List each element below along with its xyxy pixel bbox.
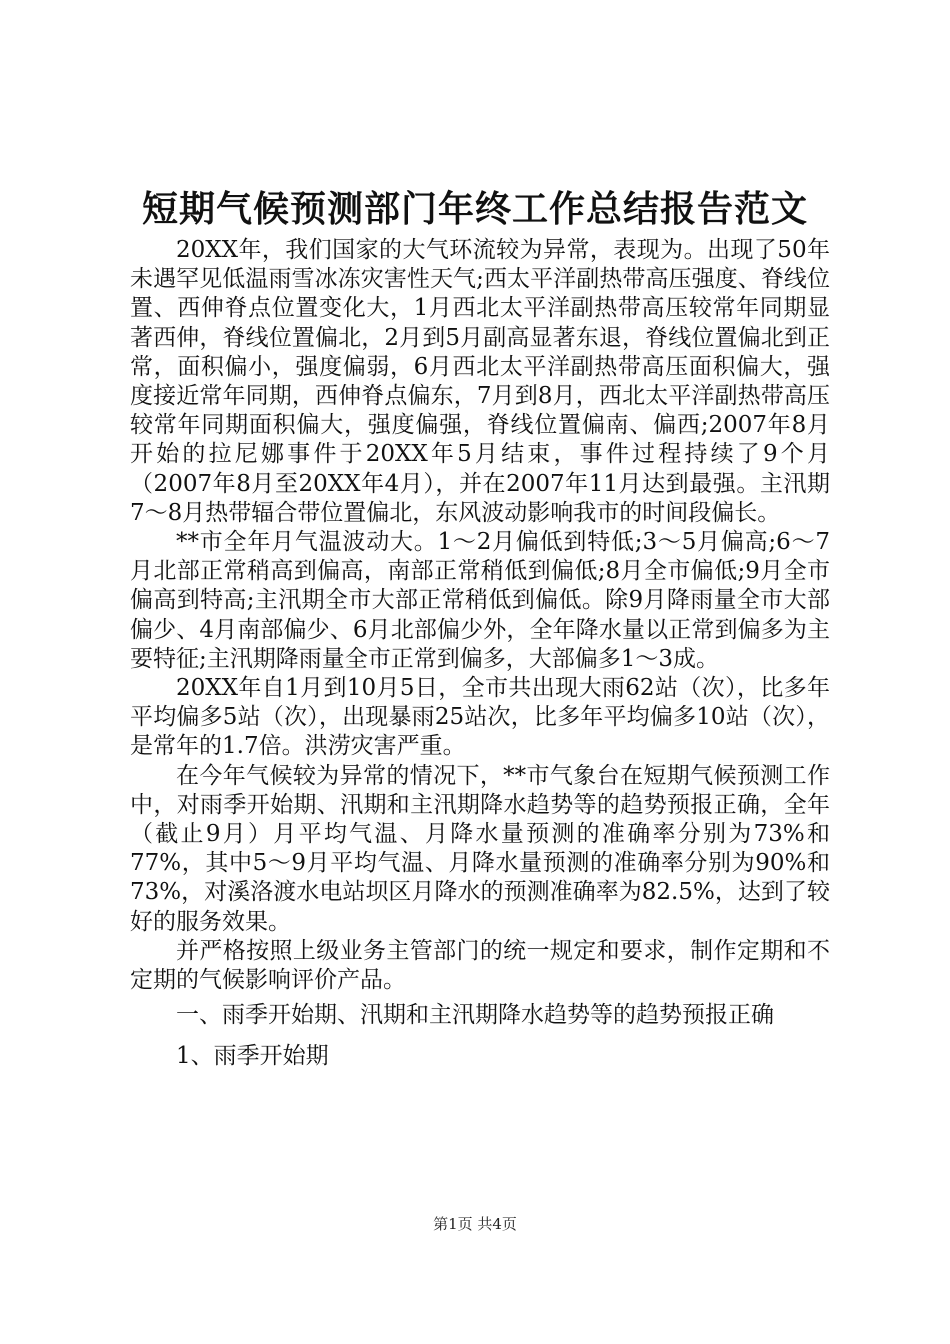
- paragraph-4: 在今年气候较为异常的情况下，**市气象台在短期气候预测工作中，对雨季开始期、汛期和主汛期降水趋势等的趋势预报正确，全年（截止9月）月平均气温、月降水量预测的准确率分别为73%和77%，其中5～9月平均气温、月降水量预测的准确率分别为90%和73%，对溪洛渡水电站坝区月降水的预测准确率为82.5%，达到了较好的服务效果。: [130, 762, 830, 935]
- paragraph-5: 并严格按照上级业务主管部门的统一规定和要求，制作定期和不定期的气候影响评价产品。: [130, 937, 830, 994]
- paragraph-1: 20XX年，我们国家的大气环流较为异常，表现为。出现了50年未遇罕见低温雨雪冰冻灾害性天气;西太平洋副热带高压强度、脊线位置、西伸脊点位置变化大，1月西北太平洋副热带高压较常年同期显著西伸，脊线位置偏北，2月到5月副高显著东退，脊线位置偏北到正常，面积偏小，强度偏弱，6月西北太平洋副热带高压面积偏大，强度接近常年同期，西伸脊点偏东，7月到8月，西北太平洋副热带高压较常年同期面积偏大，强度偏强，脊线位置偏南、偏西;2007年8月开始的拉尼娜事件于20XX年5月结束，事件过程持续了9个月（2007年8月至20XX年4月），并在2007年11月达到最强。主汛期7～8月热带辐合带位置偏北，东风波动影响我市的时间段偏长。: [130, 237, 830, 526]
- section-heading-2: 1、雨季开始期: [176, 1043, 329, 1070]
- page-footer: 第1页 共4页: [433, 1215, 517, 1233]
- section-heading-1: 一、雨季开始期、汛期和主汛期降水趋势等的趋势预报正确: [176, 1002, 774, 1029]
- paragraph-3: 20XX年自1月到10月5日，全市共出现大雨62站（次），比多年平均偏多5站（次），出现暴雨25站次，比多年平均偏多10站（次），是常年的1.7倍。洪涝灾害严重。: [130, 675, 830, 760]
- document-title: 短期气候预测部门年终工作总结报告范文: [141, 188, 808, 230]
- paragraph-2: **市全年月气温波动大。1～2月偏低到特低;3～5月偏高;6～7月北部正常稍高到偏高，南部正常稍低到偏低;8月全市偏低;9月全市偏高到特高;主汛期全市大部正常稍低到偏低。除9月降雨量全市大部偏少、4月南部偏少、6月北部偏少外，全年降水量以正常到偏多为主要特征;主汛期降雨量全市正常到偏多，大部偏多1～3成。: [130, 529, 830, 672]
- document-body: [130, 236, 830, 1072]
